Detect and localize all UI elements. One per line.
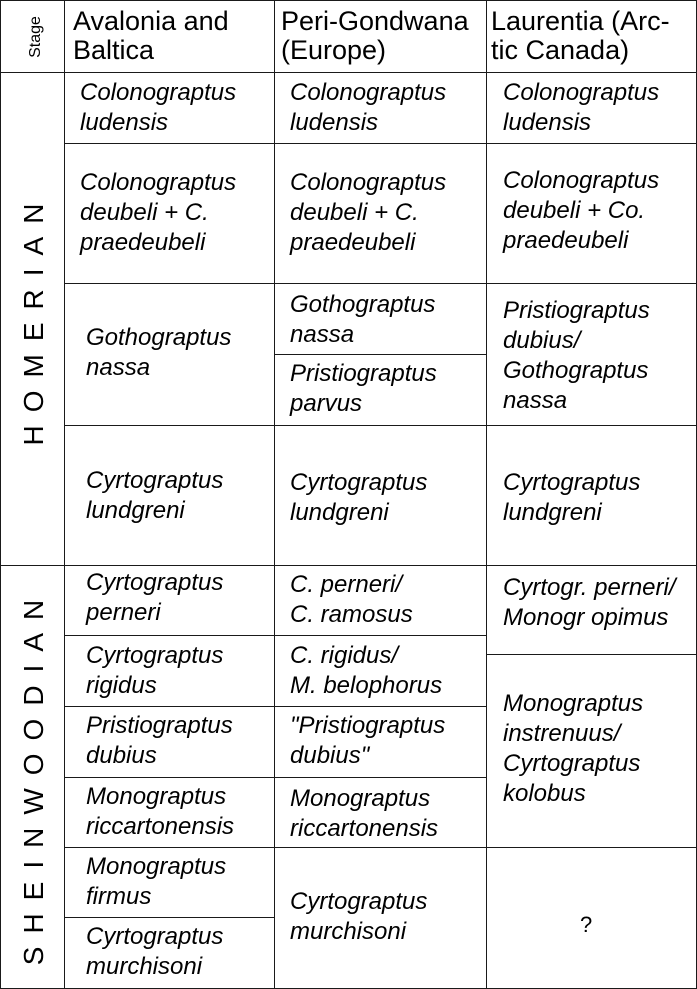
perigondwana-zone: Monograptus riccartonensis	[290, 785, 439, 842]
avalonia-zone: Cyrtograptus rigidus	[86, 642, 224, 699]
column-header-avalonia: Avalonia and Baltica	[73, 6, 229, 65]
avalonia-zone: Cyrtograptus murchisoni	[86, 923, 224, 980]
perigondwana-zone: Gothograptus nassa	[290, 291, 436, 348]
column-header-laurentia: Laurentia (Arc- tic Canada)	[491, 6, 670, 65]
avalonia-zone: Monograptus firmus	[86, 853, 227, 910]
row-divider	[64, 283, 696, 284]
row-divider	[486, 654, 696, 655]
row-divider	[64, 143, 696, 144]
laurentia-zone: Colonograptus ludensis	[503, 79, 660, 136]
perigondwana-zone: Cyrtograptus murchisoni	[290, 888, 428, 945]
row-divider	[64, 706, 486, 707]
column-divider-3	[486, 0, 487, 989]
row-divider	[64, 635, 486, 636]
stage-sheinwoodian: SHEINWOODIAN	[18, 586, 49, 966]
perigondwana-zone: C. perneri/ C. ramosus	[290, 571, 413, 628]
laurentia-unknown-zone: ?	[580, 912, 593, 937]
laurentia-zone: Cyrtogr. perneri/ Monogr opimus	[503, 574, 676, 631]
row-divider	[64, 777, 486, 778]
row-divider	[64, 425, 696, 426]
perigondwana-zone: Pristiograptus parvus	[290, 360, 437, 417]
laurentia-zone: Monograptus instrenuus/ Cyrtograptus kolobus	[503, 690, 644, 807]
column-header-perigondwana: Peri-Gondwana (Europe)	[281, 6, 469, 65]
row-divider	[64, 847, 696, 848]
avalonia-zone: Monograptus riccartonensis	[86, 783, 235, 840]
row-divider	[274, 354, 486, 355]
perigondwana-zone: Colonograptus deubeli + C. praedeubeli	[290, 169, 447, 256]
column-divider-1	[64, 0, 65, 989]
perigondwana-zone: "Pristiograptus dubius"	[290, 712, 446, 769]
laurentia-zone: Colonograptus deubeli + Co. praedeubeli	[503, 167, 660, 254]
stage-homerian: HOMERIAN	[18, 190, 49, 446]
avalonia-zone: Cyrtograptus perneri	[86, 569, 224, 626]
table-border-top	[0, 0, 697, 1]
avalonia-zone: Gothograptus nassa	[86, 324, 232, 381]
laurentia-zone: Pristiograptus dubius/ Gothograptus nassa	[503, 297, 650, 414]
perigondwana-zone: Cyrtograptus lundgreni	[290, 469, 428, 526]
perigondwana-zone: Colonograptus ludensis	[290, 79, 447, 136]
stage-column-header: Stage	[27, 16, 44, 58]
avalonia-zone: Colonograptus deubeli + C. praedeubeli	[80, 169, 237, 256]
avalonia-zone: Cyrtograptus lundgreni	[86, 467, 224, 524]
laurentia-zone: Cyrtograptus lundgreni	[503, 469, 641, 526]
stage-divider	[0, 565, 697, 566]
perigondwana-zone: C. rigidus/ M. belophorus	[290, 642, 443, 699]
table-border-left	[0, 0, 1, 989]
avalonia-zone: Colonograptus ludensis	[80, 79, 237, 136]
avalonia-zone: Pristiograptus dubius	[86, 712, 233, 769]
row-divider	[64, 917, 274, 918]
column-divider-2	[274, 0, 275, 989]
header-divider	[0, 72, 697, 73]
